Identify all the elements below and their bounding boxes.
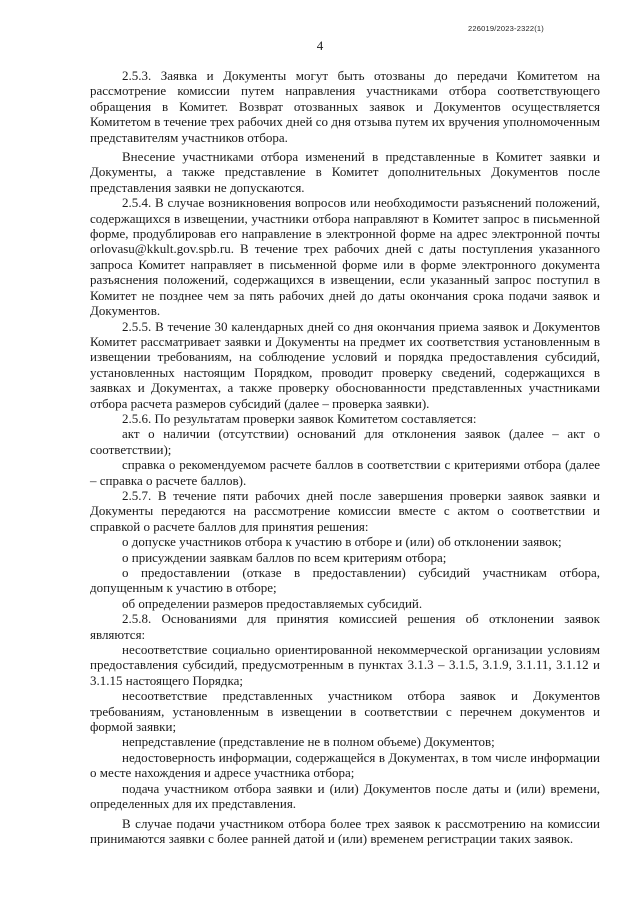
document-body — [90, 68, 600, 846]
list-item-grant-size: об определении размеров предоставляемых субсидий. — [122, 595, 423, 611]
paragraph-2-5-5: 2.5.5. В течение 30 календарных дней со дня окончания приема заявок и Документов Комитет рассматривает заявки и Документы на предмет их соответствия установленным в извещении требованиям, на соблюдение условий и порядка предоставления субсидий, установленных настоящим Порядком, проводит проверку сведений, содержащихся в заявках и Документах, а также проверку обоснованности представленных участниками отбора расчета размеров субсидий (далее – проверка заявки). — [90, 318, 600, 411]
paragraph-2-5-3: 2.5.3. Заявка и Документы могут быть отозваны до передачи Комитетом на рассмотрение комиссии путем направления участниками отбора соответствующего обращения в Комитет. Возврат отозванных заявок и Документов осуществляется Комитетом в течение трех рабочих дней со дня отзыва путем их вручения уполномоченным представителям участников отбора. — [90, 68, 600, 145]
list-item-nonconformity-conditions: несоответствие социально ориентированной некоммерческой организации условиям предоставления субсидий, предусмотренным в пунктах 3.1.3 – 3.1.5, 3.1.9, 3.1.11, 3.1.12 и 3.1.15 настоящего Порядка; — [90, 642, 600, 688]
paragraph-more-than-three-applications: В случае подачи участником отбора более трех заявок к рассмотрению на комиссии принимаются заявки с более ранней датой и (или) временем регистрации таких заявок. — [90, 815, 600, 846]
list-item-admission: о допуске участников отбора к участию в отборе и (или) об отклонении заявок; — [122, 534, 562, 550]
document-number: 226019/2023-2322(1) — [468, 24, 544, 33]
paragraph-2-5-8: 2.5.8. Основаниями для принятия комиссией решения об отклонении заявок являются: — [90, 611, 600, 642]
list-item-inaccurate-information: недостоверность информации, содержащейся в Документах, в том числе информации о месте нахождения и адресе участника отбора; — [90, 749, 600, 781]
list-item-grant-decision: о предоставлении (отказе в предоставлении) субсидий участникам отбора, допущенным к участию в отборе; — [90, 565, 600, 596]
list-item-scoring: о присуждении заявкам баллов по всем критериям отбора; — [122, 549, 447, 565]
paragraph-2-5-4: 2.5.4. В случае возникновения вопросов или необходимости разъяснений положений, содержащихся в извещении, участники отбора направляют в Комитет запрос в письменной форме, продублировав его направление в электронной форме на адрес электронной почты orlovasu@kkult.gov.spb.ru. В течение трех рабочих дней с даты поступления указанного запроса Комитет направляет в письменной форме или в форме электронного документа разъяснения положений, содержащихся в извещении, если указанный запрос поступил в Комитет не позднее чем за пять рабочих дней до даты окончания срока подачи заявок и Документов. — [90, 195, 600, 319]
paragraph-act-of-compliance: акт о наличии (отсутствии) оснований для отклонения заявок (далее – акт о соответствии); — [90, 426, 600, 457]
paragraph-score-certificate: справка о рекомендуемом расчете баллов в соответствии с критериями отбора (далее – справка о расчете баллов). — [90, 457, 600, 488]
paragraph-2-5-7: 2.5.7. В течение пяти рабочих дней после завершения проверки заявок заявки и Документы передаются на рассмотрение комиссии вместе с актом о соответствии и справкой о расчете баллов для принятия решения: — [90, 487, 600, 534]
list-item-documents-missing: непредставление (представление не в полном объеме) Документов; — [122, 734, 495, 750]
paragraph-changes-prohibited: Внесение участниками отбора изменений в представленные в Комитет заявки и Документы, а также представление в Комитет дополнительных Документов после представления заявки не допускаются. — [90, 149, 600, 195]
list-item-late-submission: подача участником отбора заявки и (или) Документов после даты и (или) времени, определенных для их представления. — [90, 780, 600, 812]
list-item-nonconformity-requirements: несоответствие представленных участником отбора заявок и Документов требованиям, установленным в извещении в соответствии с перечнем документов и формой заявки; — [90, 688, 600, 735]
page-number: 4 — [316, 38, 324, 53]
paragraph-2-5-6: 2.5.6. По результатам проверки заявок Комитетом составляется: — [122, 410, 477, 426]
